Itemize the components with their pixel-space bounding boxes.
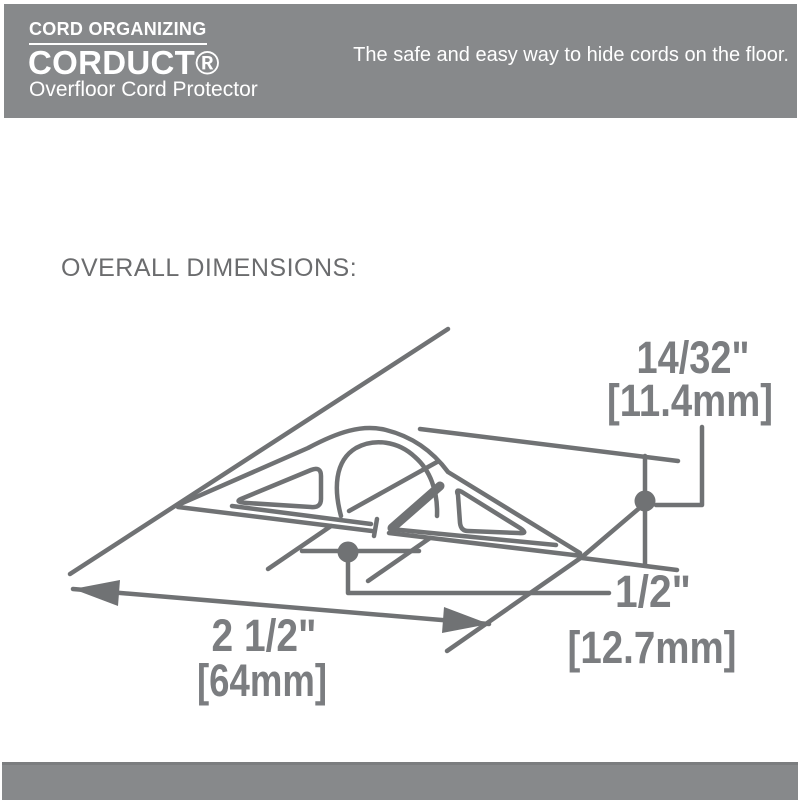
width-arrow-left-icon bbox=[73, 580, 120, 606]
channel-cut-face bbox=[392, 486, 440, 528]
brand-name: CORDUCT® bbox=[28, 44, 220, 81]
footer-bar bbox=[2, 762, 798, 800]
channel-tick-left bbox=[268, 526, 331, 569]
width-dim-inches: 2 1/2" bbox=[211, 610, 317, 661]
channel-tick-right bbox=[368, 538, 430, 581]
channel-slit-edge bbox=[374, 519, 377, 536]
height-dim-inches: 14/32" bbox=[636, 332, 750, 383]
strip-back-edge-line bbox=[70, 329, 448, 574]
height-ext-top bbox=[420, 429, 678, 461]
channel-dim-mm: [12.7mm] bbox=[567, 622, 737, 673]
width-dim-mm: [64mm] bbox=[197, 655, 327, 706]
height-leader-line bbox=[656, 427, 702, 505]
section-title: OVERALL DIMENSIONS: bbox=[61, 254, 358, 282]
category-label: CORD ORGANIZING bbox=[29, 19, 207, 45]
channel-leader-line bbox=[348, 552, 609, 593]
product-subtitle: Overfloor Cord Protector bbox=[29, 78, 258, 101]
tagline: The safe and easy way to hide cords on the floor. bbox=[353, 44, 789, 66]
height-dim-dot-icon bbox=[635, 491, 656, 512]
height-dim-mm: [11.4mm] bbox=[607, 375, 773, 426]
channel-dim-inches: 1/2" bbox=[615, 566, 691, 617]
